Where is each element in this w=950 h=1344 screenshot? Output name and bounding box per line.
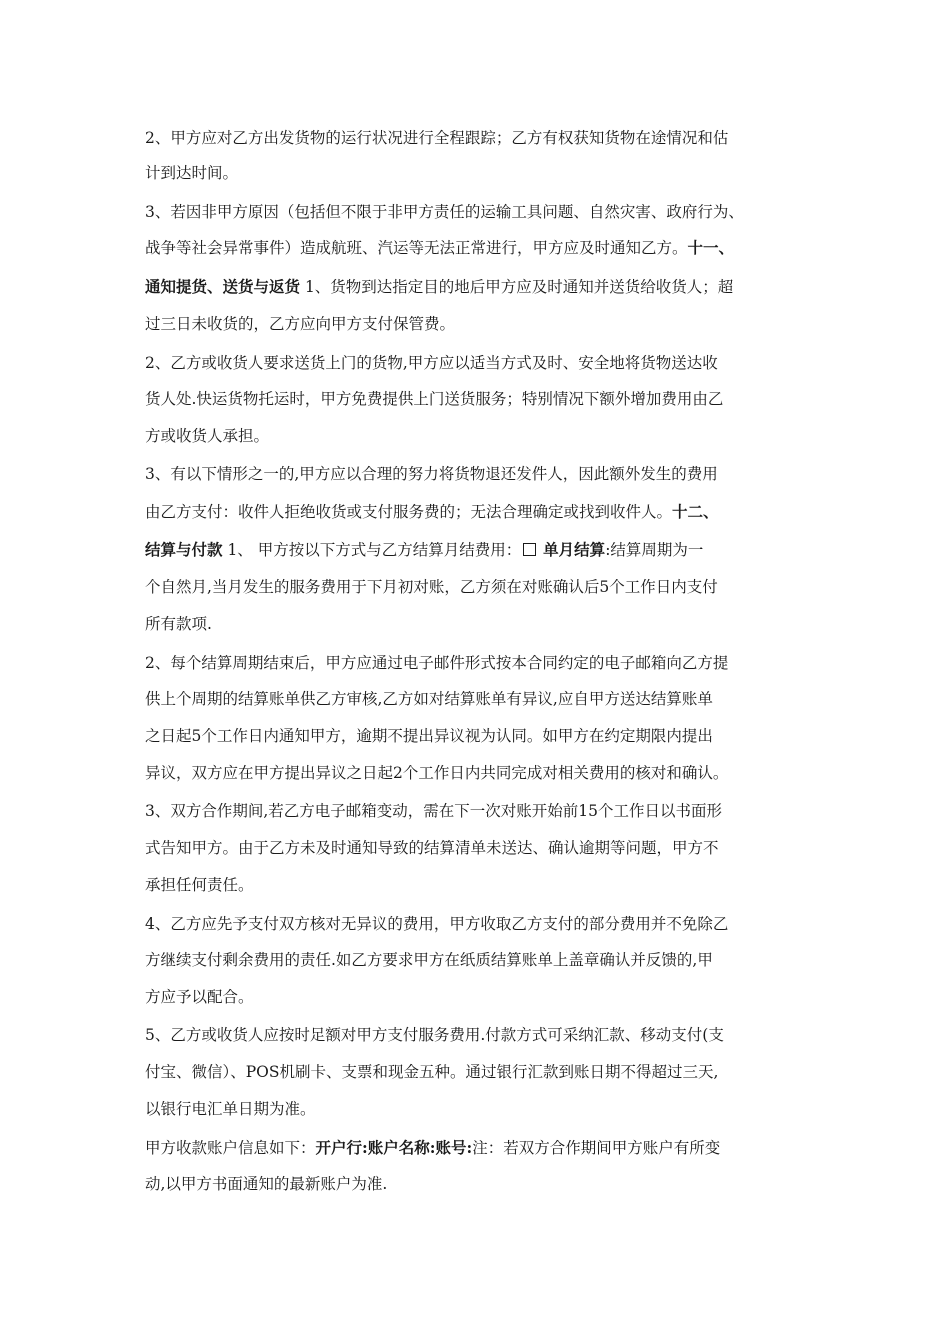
text-line [145, 163, 815, 183]
text-line [145, 614, 815, 634]
body-text: 异议，双方应在甲方提出异议之日起2个工作日内共同完成对相关费用的核对和确认。 [145, 764, 729, 782]
body-text: 1、货物到达指定目的地后甲方应及时通知并送货给收货人；超 [300, 278, 734, 296]
body-text: 付宝、微信）、POS机刷卡、支票和现金五种。通过银行汇款到账日期不得超过三天, [145, 1063, 719, 1081]
body-text: :结算周期为一 [605, 541, 704, 559]
text-line [145, 1062, 815, 1082]
text-line [145, 1025, 815, 1045]
checkbox-glyph [523, 543, 536, 556]
text-line [145, 653, 815, 673]
body-text: 1、 甲方按以下方式与乙方结算月结费用： [222, 541, 522, 559]
text-line [145, 202, 815, 222]
body-text: 动,以甲方书面通知的最新账户为准. [145, 1175, 388, 1193]
text-line [145, 914, 815, 934]
body-text: 甲方收款账户信息如下： [145, 1139, 316, 1157]
body-text: 2、每个结算周期结束后，甲方应通过电子邮件形式按本合同约定的电子邮箱向乙方提 [145, 654, 729, 672]
text-line [145, 1174, 815, 1194]
body-text: 以银行电汇单日期为准。 [145, 1100, 316, 1118]
text-line [145, 763, 815, 783]
body-text: 注：若双方合作期间甲方账户有所变 [472, 1139, 721, 1157]
text-line [145, 540, 815, 560]
text-line [145, 875, 815, 895]
text-line [145, 353, 815, 373]
text-line [145, 314, 815, 334]
bold-heading-text: 单月结算 [543, 540, 606, 559]
bold-heading-text: 十二、 [672, 502, 719, 521]
body-text: 供上个周期的结算账单供乙方审核,乙方如对结算账单有异议,应自甲方送达结算账单 [145, 690, 713, 708]
body-text: 个自然月,当月发生的服务费用于下月初对账，乙方须在对账确认后5个工作日内支付 [145, 578, 718, 596]
bold-heading-text: 十一、 [687, 238, 735, 257]
text-line [145, 464, 815, 484]
body-text: 战争等社会异常事件）造成航班、汽运等无法正常进行，甲方应及时通知乙方。 [145, 239, 688, 257]
body-text: 承担任何责任。 [145, 876, 254, 894]
body-text: 方或收货人承担。 [145, 427, 270, 445]
text-line [145, 689, 815, 709]
body-text: 式告知甲方。由于乙方未及时通知导致的结算清单未送达、确认逾期等问题，甲方不 [145, 839, 719, 857]
bold-heading-text: 开户行:账户名称:账号: [315, 1138, 473, 1157]
text-line [145, 426, 815, 446]
body-text: 2、乙方或收货人要求送货上门的货物,甲方应以适当方式及时、安全地将货物送达收 [145, 354, 718, 372]
body-text: 方应予以配合。 [145, 988, 254, 1006]
text-line [145, 502, 815, 522]
text-line [145, 950, 815, 970]
text-line [145, 987, 815, 1007]
body-text: 由乙方支付：收件人拒绝收货或支付服务费的；无法合理确定或找到收件人。 [145, 503, 673, 521]
body-text: 货人处.快运货物托运时，甲方免费提供上门送货服务；特别情况下额外增加费用由乙 [145, 390, 724, 408]
body-text: 3、有以下情形之一的,甲方应以合理的努力将货物退还发件人，因此额外发生的费用 [145, 465, 718, 483]
bold-heading-text: 通知提货、送货与返货 [145, 277, 301, 296]
body-text: 2、甲方应对乙方出发货物的运行状况进行全程跟踪；乙方有权获知货物在途情况和估 [145, 129, 729, 147]
body-text: 4、乙方应先予支付双方核对无异议的费用，甲方收取乙方支付的部分费用并不免除乙 [145, 915, 729, 933]
body-text: 5、乙方或收货人应按时足额对甲方支付服务费用.付款方式可采纳汇款、移动支付(支 [145, 1026, 724, 1044]
body-text: 过三日未收货的，乙方应向甲方支付保管费。 [145, 315, 456, 333]
bold-heading-text: 结算与付款 [145, 540, 223, 559]
body-text: 3、若因非甲方原因（包括但不限于非甲方责任的运输工具问题、自然灾害、政府行为、 [145, 203, 744, 221]
text-line [145, 238, 815, 258]
text-line [145, 128, 815, 148]
text-line [145, 577, 815, 597]
body-text: 之日起5个工作日内通知甲方，逾期不提出异议视为认同。如甲方在约定期限内提出 [145, 727, 713, 745]
text-line [145, 726, 815, 746]
text-line [145, 838, 815, 858]
text-line [145, 801, 815, 821]
text-line [145, 1099, 815, 1119]
text-line [145, 277, 815, 297]
body-text: 3、双方合作期间,若乙方电子邮箱变动，需在下一次对账开始前15个工作日以书面形 [145, 802, 723, 820]
body-text: 方继续支付剩余费用的责任.如乙方要求甲方在纸质结算账单上盖章确认并反馈的,甲 [145, 951, 713, 969]
body-text: 计到达时间。 [145, 164, 239, 182]
text-line [145, 389, 815, 409]
text-line [145, 1138, 815, 1158]
body-text: 所有款项. [145, 615, 212, 633]
